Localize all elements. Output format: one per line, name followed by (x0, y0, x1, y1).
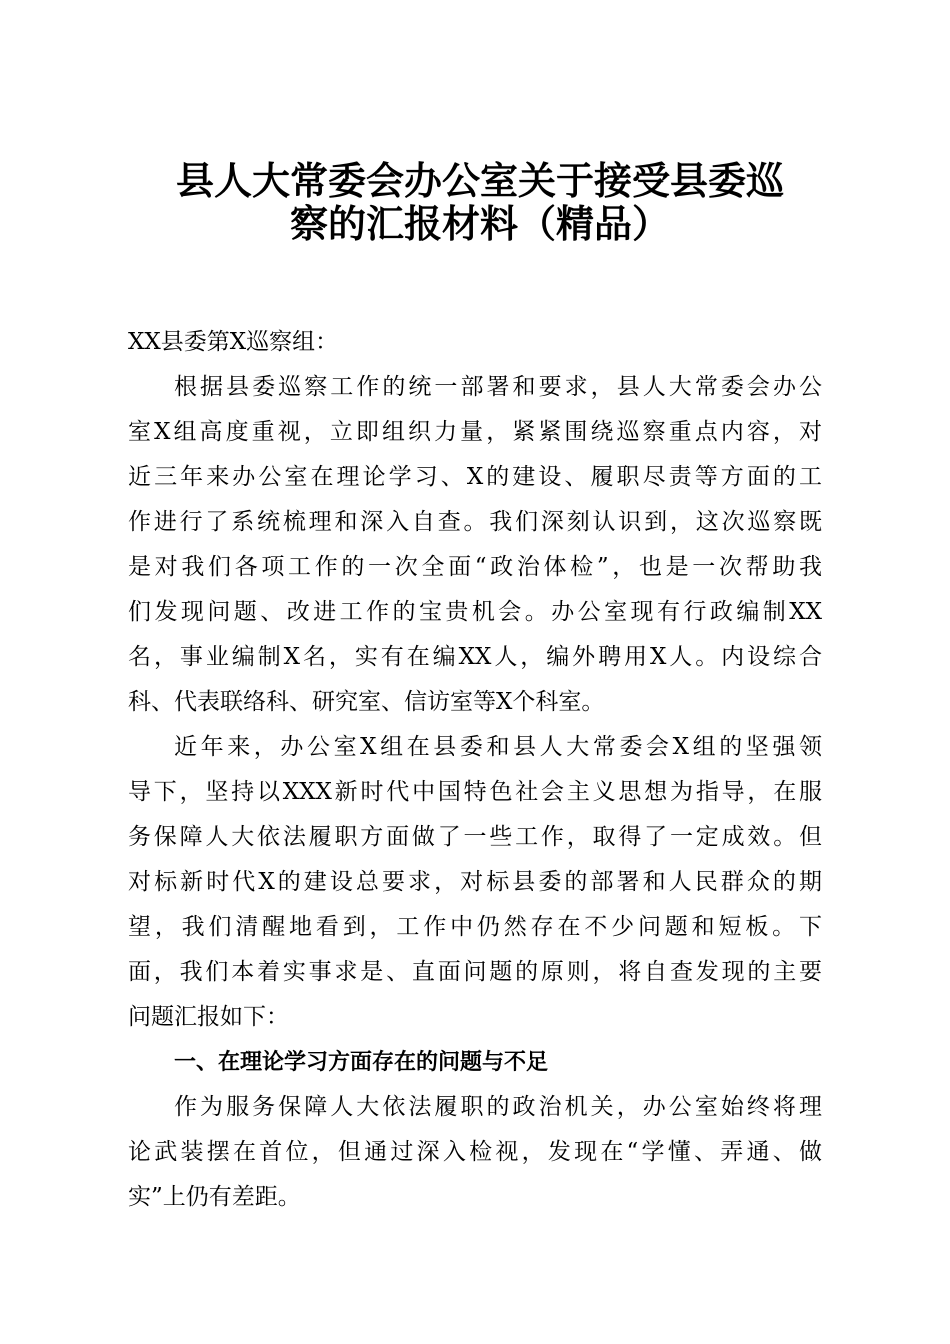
text-line: 科、代表联络科、研究室、信访室等X个科室。 (128, 689, 605, 715)
text-line: 近三年来办公室在理论学习、X的建设、履职尽责等方面的工 (128, 464, 822, 490)
text-line: 作为服务保障人大依法履职的政治机关，办公室始终将理 (174, 1094, 822, 1120)
text-line: 是对我们各项工作的一次全面“政治体检”，也是一次帮助我 (128, 554, 822, 580)
paragraph (128, 725, 822, 1040)
text-line: 们发现问题、改进工作的宝贵机会。办公室现有行政编制XX (128, 599, 822, 625)
text-line: 问题汇报如下： (128, 1004, 289, 1030)
salutation: XX县委第X巡察组： (128, 329, 339, 355)
text-line: 室X组高度重视，立即组织力量，紧紧围绕巡察重点内容，对 (128, 419, 822, 445)
title-line: 县人大常委会办公室关于接受县委巡 (175, 159, 784, 203)
text-line: 实”上仍有差距。 (128, 1184, 301, 1210)
text-line: 作进行了系统梳理和深入自查。我们深刻认识到，这次巡察既 (128, 509, 822, 535)
title-line: 察的汇报材料（精品） (289, 202, 670, 246)
text-line: 名，事业编制X名，实有在编XX人，编外聘用X人。内设综合 (128, 644, 822, 670)
document-body (128, 320, 822, 1220)
text-line: 导下，坚持以XXX新时代中国特色社会主义思想为指导，在服 (128, 779, 822, 805)
text-line: 论武装摆在首位，但通过深入检视，发现在“学懂、弄通、做 (128, 1139, 822, 1165)
text-line: 务保障人大依法履职方面做了一些工作，取得了一定成效。但 (128, 824, 822, 850)
paragraph (128, 1085, 822, 1220)
text-line: 面，我们本着实事求是、直面问题的原则，将自查发现的主要 (128, 959, 822, 985)
text-line: 望，我们清醒地看到，工作中仍然存在不少问题和短板。下 (128, 914, 822, 940)
document-title (140, 160, 820, 246)
text-line: 近年来，办公室X组在县委和县人大常委会X组的坚强领 (174, 734, 822, 760)
paragraph (128, 1085, 822, 1220)
paragraphs (128, 365, 822, 1040)
paragraph (128, 365, 822, 725)
section-heading: 一、在理论学习方面存在的问题与不足 (174, 1050, 549, 1075)
text-line: 根据县委巡察工作的统一部署和要求，县人大常委会办公 (174, 374, 822, 400)
text-line: 对标新时代X的建设总要求，对标县委的部署和人民群众的期 (128, 869, 822, 895)
